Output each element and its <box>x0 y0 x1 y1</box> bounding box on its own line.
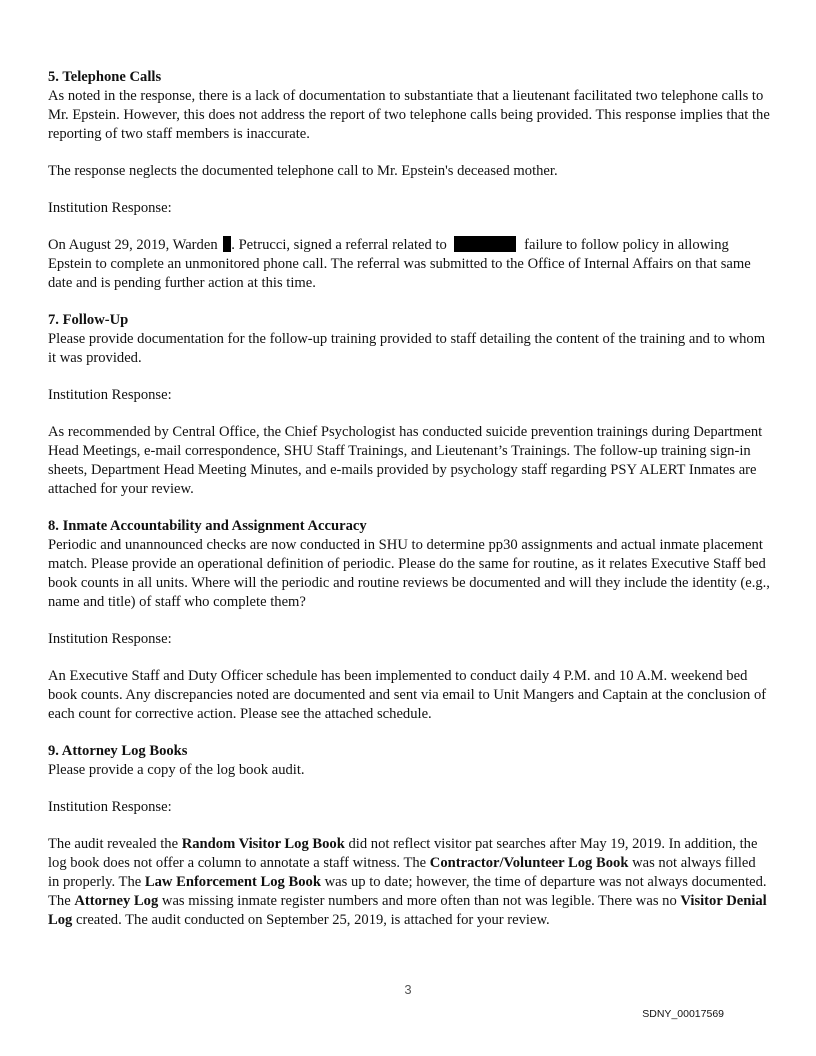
text-run: The audit revealed the <box>48 836 182 852</box>
response-label: Institution Response: <box>48 799 172 815</box>
section-follow-up <box>48 311 770 368</box>
paragraph: The response neglects the documented telephone call to Mr. Epstein's deceased mother. <box>48 163 558 179</box>
document-page <box>48 68 770 948</box>
paragraph: Please provide documentation for the follow-up training provided to staff detailing the content of the training and to whom it was provided. <box>48 331 766 366</box>
section-attorney-log-books <box>48 742 770 780</box>
section-heading: 8. Inmate Accountability and Assignment Accuracy <box>48 518 367 534</box>
response-paragraph <box>48 236 770 293</box>
section-number: 7 <box>48 312 56 328</box>
bold-term: Attorney Log <box>74 893 159 909</box>
section-heading: 5. Telephone Calls <box>48 69 162 85</box>
response-label: Institution Response: <box>48 200 172 216</box>
bold-term: Random Visitor Log Book <box>181 836 345 852</box>
section-heading <box>48 742 770 761</box>
response-label: Institution Response: <box>48 387 172 403</box>
section-number: 9 <box>48 743 56 759</box>
response-label: Institution Response: <box>48 631 172 647</box>
text-run: was not always filled in properly. The <box>48 855 756 890</box>
redaction-block <box>454 236 516 252</box>
text-run: did not reflect visitor pat searches after May 19, 2019. In addition, the log book does not offer a column to annotate a staff witness. The <box>48 836 758 871</box>
paragraph: Periodic and unannounced checks are now conducted in SHU to determine pp30 assignments and actual inmate placement match. Please provide an operational definition of periodic. Please do the same for routine, as it relates Executive Staff bed book counts in all units. Where will the periodic and routine reviews be documented and will they include the identity (e.g., name and title) of staff who complete them? <box>48 537 770 610</box>
text-run: . Petrucci, signed a referral related to <box>231 237 451 253</box>
paragraph: As noted in the response, there is a lack of documentation to substantiate that a lieutenant facilitated two telephone calls to Mr. Epstein. However, this does not address the report of two telephone calls being provided. This response implies that the reporting of two staff members is inaccurate. <box>48 88 770 142</box>
page-number: 3 <box>404 982 412 997</box>
section-title: . Follow-Up <box>55 312 129 328</box>
bold-term: Visitor Denial Log <box>48 893 767 928</box>
response-paragraph: As recommended by Central Office, the Chief Psychologist has conducted suicide prevention trainings during Department Head Meetings, e-mail correspondence, SHU Staff Trainings, and Lieutenant’s Trainings. The follow-up training sign-in sheets, Department Head Meeting Minutes, and e-mails provided by psychology staff regarding PSY ALERT Inmates are attached for your review. <box>48 424 763 497</box>
bates-number: SDNY_00017569 <box>642 1008 724 1020</box>
paragraph: Please provide a copy of the log book audit. <box>48 762 305 778</box>
section-telephone-calls <box>48 68 770 144</box>
section-inmate-accountability <box>48 517 770 612</box>
text-run: was up to date; however, the time of departure was not always documented. The <box>48 874 767 909</box>
text-run: was missing inmate register numbers and more often than not was legible. There was no <box>158 893 681 909</box>
section-heading <box>48 311 770 330</box>
response-paragraph: An Executive Staff and Duty Officer schedule has been implemented to conduct daily 4 P.M. and 10 A.M. weekend bed book counts. Any discrepancies noted are documented and sent via email to Unit Mangers and Captain at the conclusion of each count for corrective action. Please see the attached schedule. <box>48 668 767 722</box>
text-run: On August 29, 2019, Warden <box>48 237 222 253</box>
text-run: failure to follow policy in allowing Epstein to complete an unmonitored phone call. The referral was submitted to the Office of Internal Affairs on that same date and is pending further action at this time. <box>48 237 751 291</box>
bold-term: Law Enforcement Log Book <box>144 874 321 890</box>
text-run: created. The audit conducted on September 25, 2019, is attached for your review. <box>72 912 550 928</box>
bold-term: Contractor/Volunteer Log Book <box>429 855 629 871</box>
response-paragraph <box>48 835 770 930</box>
section-title: . Attorney Log Books <box>55 743 188 759</box>
